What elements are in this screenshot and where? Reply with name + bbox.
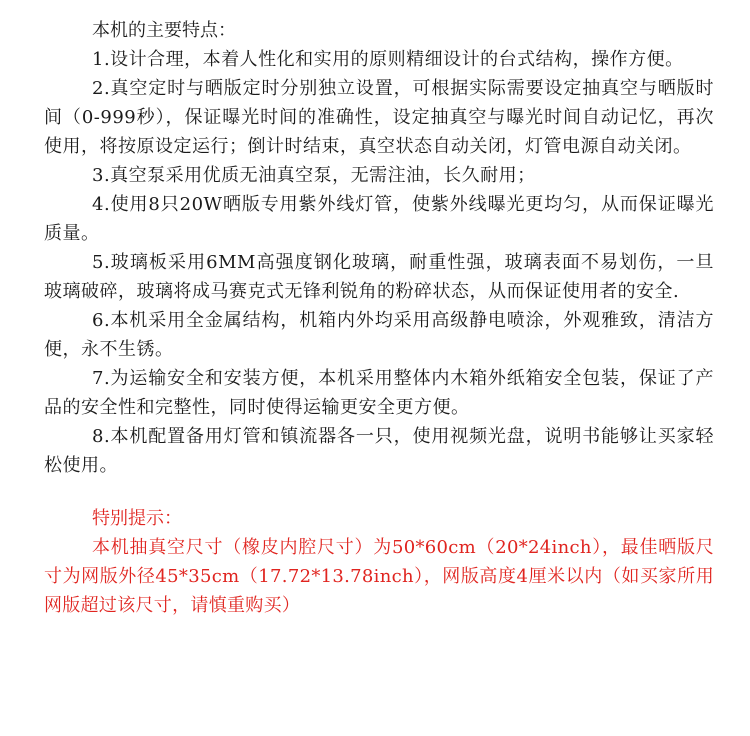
feature-item-1: 1.设计合理，本着人性化和实用的原则精细设计的台式结构，操作方便。 <box>92 49 684 70</box>
feature-item-2: 2.真空定时与晒版定时分别独立设置，可根据实际需要设定抽真空与晒版时间（0-999秒），保证曝光时间的准确性，设定抽真空与曝光时间自动记忆，再次使用，将按原设定运行；倒计时结束，真空状态自动关闭，灯管电源自动关闭。 <box>44 78 714 157</box>
feature-item-6: 6.本机采用全金属结构，机箱内外均采用高级静电喷涂，外观雅致，清洁方便，永不生锈。 <box>44 310 714 360</box>
feature-item-7: 7.为运输安全和安装方便，本机采用整体内木箱外纸箱安全包装，保证了产品的安全性和完整性，同时使得运输更安全更方便。 <box>44 368 714 418</box>
feature-item-4: 4.使用8只20W晒版专用紫外线灯管，使紫外线曝光更均匀，从而保证曝光质量。 <box>44 194 714 244</box>
feature-item-5: 5.玻璃板采用6MM高强度钢化玻璃，耐重性强，玻璃表面不易划伤，一旦玻璃破碎，玻璃将成马赛克式无锋利锐角的粉碎状态，从而保证使用者的安全. <box>44 252 714 302</box>
feature-item-3: 3.真空泵采用优质无油真空泵，无需注油，长久耐用； <box>92 165 536 186</box>
spec-document <box>44 16 714 620</box>
feature-item-8: 8.本机配置备用灯管和镇流器各一只，使用视频光盘，说明书能够让买家轻松使用。 <box>44 426 714 476</box>
special-notice <box>44 504 714 620</box>
notice-title: 特别提示： <box>92 508 182 529</box>
features-heading: 本机的主要特点： <box>92 20 236 41</box>
notice-body: 本机抽真空尺寸（橡皮内腔尺寸）为50*60cm（20*24inch），最佳晒版尺寸为网版外径45*35cm（17.72*13.78inch），网版高度4厘米以内（如买家所用网版超过该尺寸，请慎重购买） <box>44 537 714 616</box>
